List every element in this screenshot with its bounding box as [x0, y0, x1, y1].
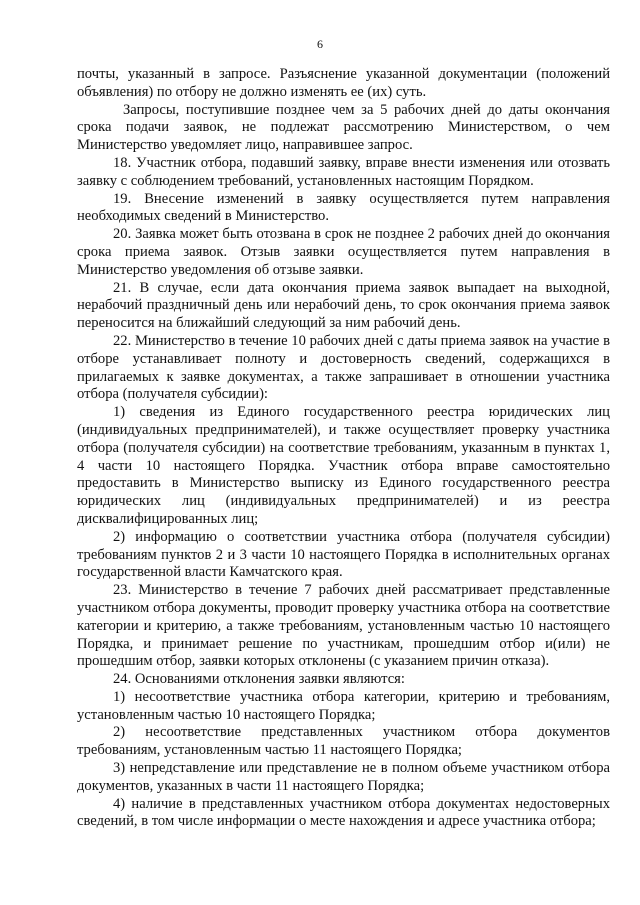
paragraph-22: 22. Министерство в течение 10 рабочих дней с даты приема заявок на участие в отборе устанавливает полноту и достоверность сведений, содержащихся в прилагаемых к заявке документах, а также запрашивает в отношении участника отбора (получателя субсидии):	[77, 332, 610, 403]
paragraph-continuation: почты, указанный в запросе. Разъяснение указанной документации (положений объявления) по отбору не должно изменять ее (их) суть.	[77, 66, 610, 100]
paragraph-24-item-2: 2) несоответствие представленных участником отбора документов требованиям, установленным частью 11 настоящего Порядка;	[77, 724, 610, 759]
page-number: 6	[317, 37, 323, 51]
paragraph-18: 18. Участник отбора, подавший заявку, вправе внести изменения или отозвать заявку с соблюдением требований, установленных настоящим Порядком.	[77, 154, 610, 189]
paragraph-20: 20. Заявка может быть отозвана в срок не позднее 2 рабочих дней до окончания срока приема заявок. Отзыв заявки осуществляется путем направления в Министерство уведомления об отзыве заявки.	[77, 226, 610, 278]
paragraph-19: 19. Внесение изменений в заявку осуществляется путем направления необходимых сведений в Министерство.	[77, 190, 610, 225]
paragraph-23: 23. Министерство в течение 7 рабочих дней рассматривает представленные участником отбора документы, проводит проверку участника отбора на соответствие категории и критерию, а также требованиям, установленным частью 10 настоящего Порядка, и принимает решение по участникам, прошедшим отбор и(или) не прошедшим отбор, заявки которых отклонены (с указанием причин отказа).	[77, 582, 610, 670]
paragraph-24-item-4: 4) наличие в представленных участником отбора документах недостоверных сведений, в том числе информации о месте нахождения и адресе участника отбора;	[77, 795, 610, 830]
paragraph-22-item-1: 1) сведения из Единого государственного реестра юридических лиц (индивидуальных предпринимателей), и также осуществляет проверку участника отбора (получателя субсидии) на соответствие требованиям, указанным в пунктах 1, 4 части 10 настоящего Порядка. Участник отбора вправе самостоятельно предоставить в Министерство выписку из Единого государственного реестра юридических лиц (индивидуальных предпринимателей) и из реестра дисквалифицированных лиц;	[77, 404, 610, 527]
paragraph-24: 24. Основаниями отклонения заявки являются:	[113, 671, 405, 688]
paragraph-24-item-3: 3) непредставление или представление не в полном объеме участником отбора документов, указанных в части 11 настоящего Порядка;	[77, 760, 610, 794]
paragraph-24-item-1: 1) несоответствие участника отбора категории, критерию и требованиям, установленным частью 10 настоящего Порядка;	[77, 688, 610, 723]
document-body	[77, 66, 610, 831]
paragraph-22-item-2: 2) информацию о соответствии участника отбора (получателя субсидии) требованиям пунктов 2 и 3 части 10 настоящего Порядка в исполнительных органах государственной власти Камчатского края.	[77, 528, 610, 581]
paragraph-21: 21. В случае, если дата окончания приема заявок выпадает на выходной, нерабочий праздничный день или нерабочий день, то срок окончания приема заявок переносится на ближайший следующий за ним рабочий день.	[77, 279, 610, 332]
paragraph-requests: Запросы, поступившие позднее чем за 5 рабочих дней до даты окончания срока подачи заявок, не подлежат рассмотрению Министерством, о чем Министерство уведомляет лицо, направившее запрос.	[77, 101, 610, 154]
